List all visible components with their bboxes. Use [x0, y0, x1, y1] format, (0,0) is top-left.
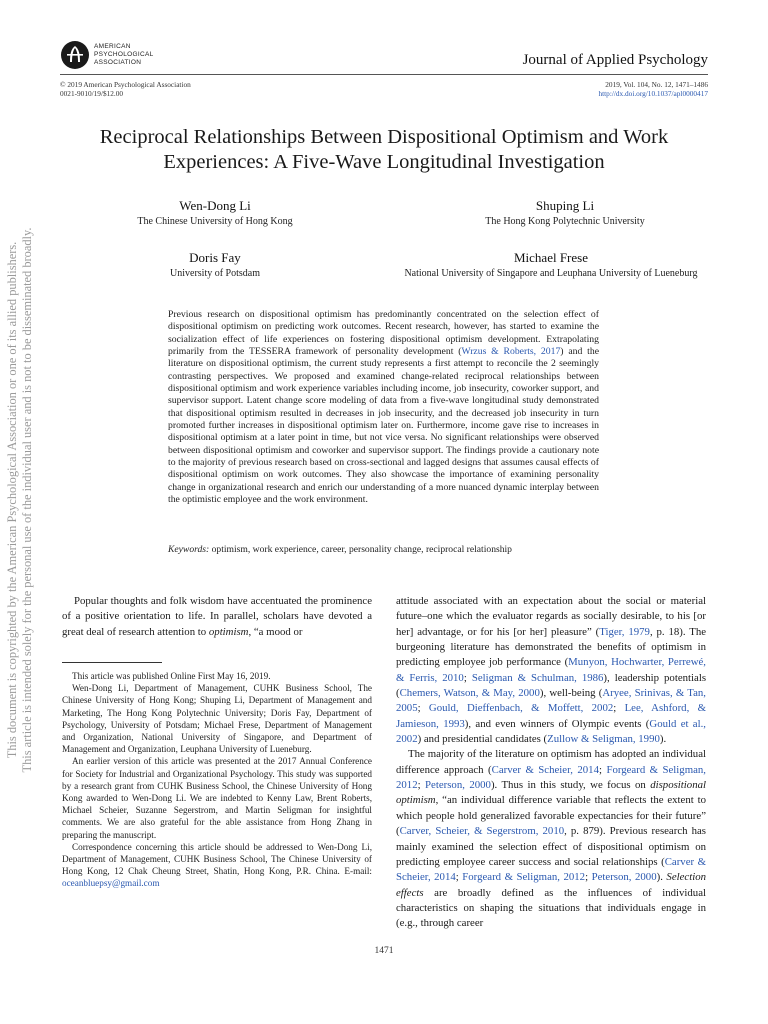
body-text: ; [585, 871, 592, 884]
watermark-line-2: This article is intended solely for the personal use of the individual user and is not to be disseminated broadly. [20, 227, 34, 773]
citation-link[interactable]: Carver & Scheier, 2014 [491, 763, 599, 776]
author-name: Wen-Dong Li [179, 198, 251, 213]
body-text: The majority of the literature on optimism has adopted an individual difference approach ( [396, 748, 706, 776]
logo-line: ASSOCIATION [94, 59, 142, 66]
citation-link[interactable]: Forgeard & Seligman, 2012 [396, 763, 706, 792]
body-paragraph [396, 594, 706, 747]
publication-info-right [480, 80, 708, 98]
logo-line: PSYCHOLOGICAL [94, 51, 154, 58]
article-title [60, 125, 708, 175]
body-text: ). [659, 733, 667, 746]
body-text: , p. 879). Previous research has mainly examined the selection effect of dispositional optimism on predicting employee career success and social relationships ( [396, 825, 706, 868]
body-text: ), well-being ( [539, 687, 603, 700]
body-text: ). Thus in this study, we focus on [490, 779, 651, 792]
copyright-watermark [5, 228, 35, 773]
citation-link[interactable]: Carver, Scheier, & Segerstrom, 2010 [399, 825, 565, 838]
emphasis-text: optimism [208, 625, 249, 638]
body-text: ; [613, 702, 625, 715]
body-text: ; [463, 671, 472, 684]
author-name: Doris Fay [189, 250, 241, 265]
body-paragraph [62, 594, 372, 640]
email-link[interactable]: oceanbluepsy@gmail.com [62, 878, 160, 889]
doi-link[interactable]: http://dx.doi.org/10.1037/apl0000417 [598, 89, 708, 98]
header-rule [60, 74, 708, 75]
watermark-line-1: This document is copyrighted by the American Psychological Association or one of its allied publishers. [5, 241, 19, 759]
abstract-text: Previous research on dispositional optimism has predominantly concentrated on the selection effect of dispositional optimism on predicting work outcomes. Recent research, however, has started to examine the socialization effect of life experiences on fostering dispositional optimism development. Extrapolating primarily from the TESSERA framework of personality development ( [168, 309, 599, 358]
citation-link[interactable]: Seligman & Schulman, 1986 [471, 671, 604, 684]
abstract-text: ) and the literature on dispositional optimism, the current study represents a first attempt to reconcile the 2 seemingly contrasting perspectives. We proposed and examined change-related reciprocal relationships between dispositional optimism and work experience variables including income, job insecurity, coworker support, and supervisor support. Latent change score modeling of data from a five-wave longitudinal study demonstrated that dispositional optimism resulted in decreases in job insecurity, and the decreased job insecurity in turn promoted further increases in dispositional optimism later on. Furthermore, income gave rise to increases in dispositional optimism at a later point in time, but not vice versa. No significant relationships were observed between dispositional optimism and coworker and supervisor support. The findings provide a cautionary note to the majority of previous research based on cross-sectional and lagged designs that assumes causal effects of dispositional optimism on work outcomes. They also showcase the importance of examining personality change in organizational research and enrich our understanding of a more nuanced dynamic interplay between the optimistic employee and the work environment. [168, 346, 599, 506]
author-affiliation: The Hong Kong Polytechnic University [485, 216, 645, 227]
issn-line: 0021-9010/19/$12.00 [60, 89, 124, 98]
journal-name: Journal of Applied Psychology [522, 52, 708, 68]
citation-link[interactable]: Forgeard & Seligman, 2012 [462, 871, 586, 884]
body-left-column [62, 594, 372, 640]
emphasis-text: dispositional optimism [396, 779, 706, 807]
apa-logo-icon [60, 40, 90, 70]
author-block [400, 250, 702, 280]
keywords [168, 544, 608, 555]
body-text: ; [417, 702, 429, 715]
citation-link[interactable]: Munyon, Hochwarter, Perrewé, & Ferris, 2010 [396, 656, 706, 684]
body-paragraph [396, 747, 706, 931]
author-affiliation: National University of Singapore and Leuphana University of Lueneburg [404, 268, 698, 279]
body-text: ). [656, 871, 667, 884]
body-text: ; [455, 871, 463, 884]
author-affiliation: University of Potsdam [170, 268, 260, 279]
logo-line: AMERICAN [94, 43, 131, 50]
citation-link[interactable]: Gould, Dieffenbach, & Moffett, 2002 [428, 702, 614, 715]
citation-link[interactable]: Peterson, 2000 [591, 871, 657, 884]
author-name: Shuping Li [535, 198, 595, 213]
apa-logo-text [94, 43, 154, 67]
citation-link[interactable]: Chemers, Watson, & May, 2000 [399, 687, 540, 700]
body-text: , p. 18). The burgeoning literature has demonstrated the benefits of optimism in predicting employee job performance ( [396, 625, 707, 669]
citation-line: 2019, Vol. 104, No. 12, 1471–1486 [605, 80, 708, 89]
citation-link[interactable]: Peterson, 2000 [425, 779, 491, 792]
body-text: ), leadership potentials ( [396, 671, 707, 700]
author-affiliation: The Chinese University of Hong Kong [137, 216, 293, 227]
title-line-2: Experiences: A Five-Wave Longitudinal Investigation [163, 151, 605, 173]
citation-link[interactable]: Wrzus & Roberts, 2017 [461, 346, 561, 358]
citation-link[interactable]: Zullow & Seligman, 1990 [547, 733, 660, 746]
body-text: Popular thoughts and folk wisdom have accentuated the prominence of a positive orientation to life. In parallel, scholars have devoted a great deal of research attention to [62, 595, 372, 638]
citation-link[interactable]: Gould et al., 2002 [396, 717, 706, 746]
citation-link[interactable]: Aryee, Srinivas, & Tan, 2005 [396, 687, 706, 715]
citation-link[interactable]: Carver & Scheier, 2014 [396, 855, 706, 884]
footnote: This article was published Online First May 16, 2019. [72, 671, 271, 681]
emphasis-text: Selection effects [396, 871, 706, 899]
body-text: , “a mood or [248, 625, 303, 638]
author-block [110, 198, 320, 228]
publication-info-left [60, 80, 191, 98]
footnotes [62, 670, 372, 890]
body-right-column [396, 594, 706, 932]
citation-link[interactable]: Lee, Ashford, & Jamieson, 1993 [396, 702, 706, 730]
body-text: ; [417, 779, 426, 792]
footnote-rule [62, 662, 162, 663]
footnote [62, 841, 372, 890]
keywords-text: optimism, work experience, career, personality change, reciprocal relationship [209, 544, 512, 555]
body-text: attitude associated with an expectation about the social or material future–one which the evaluator regards as socially desirable, to his [or her] advantage, or for his [or her] pleasure” ( [396, 595, 706, 638]
author-block [440, 198, 690, 228]
author-block [110, 250, 320, 280]
keywords-label: Keywords: [168, 544, 210, 555]
author-name: Michael Frese [513, 250, 588, 265]
footnote: An earlier version of this article was presented at the 2017 Annual Conference for Society for Industrial and Organizational Psychology. This study was supported by a research grant from CUHK Business School, the Chinese University of Hong Kong awarded to Wen-Dong Li. We are indebted to Kenny Law, Brent Roberts, Michael Scheier, Suzanne Segerstrom, and Martin Seligman for insightful comments. We are also grateful for the able assistance from Hong Zhang in preparing the manuscript. [62, 756, 372, 840]
body-text: ) and presidential candidates ( [417, 733, 548, 746]
body-text: ; [598, 763, 607, 776]
body-text: ), and even winners of Olympic events ( [464, 717, 650, 730]
abstract [168, 309, 599, 507]
body-text: are broadly defined as the influences of individual characteristics on shaping the situations that individuals engage in (e.g., through career [396, 886, 706, 930]
copyright-line: © 2019 American Psychological Association [60, 80, 191, 89]
page-number: 1471 [374, 946, 394, 956]
footnote: Wen-Dong Li, Department of Management, CUHK Business School, The Chinese University of Hong Kong; Shuping Li, Department of Management and Marketing, The Hong Kong Polytechnic University; Doris Fay, Department of Psychology, University of Potsdam; Michael Frese, Department of Management and Organization, National University of Singapore, and Department of Management and Organization, Leuphana University of Lueneburg. [62, 683, 372, 755]
title-line-1: Reciprocal Relationships Between Dispositional Optimism and Work [99, 126, 669, 148]
citation-link[interactable]: Tiger, 1979 [599, 625, 650, 638]
footnote-text: Correspondence concerning this article should be addressed to Wen-Dong Li, Department of Management, CUHK Business School, The Chinese University of Hong Kong, 12 Chak Cheung Street, Shatin, Hong Kong, P.R. China. E-mail: [62, 841, 372, 877]
body-text: , “an individual difference variable that reflects the extent to which people hold generalized favorable expectancies for their future” ( [396, 794, 706, 838]
